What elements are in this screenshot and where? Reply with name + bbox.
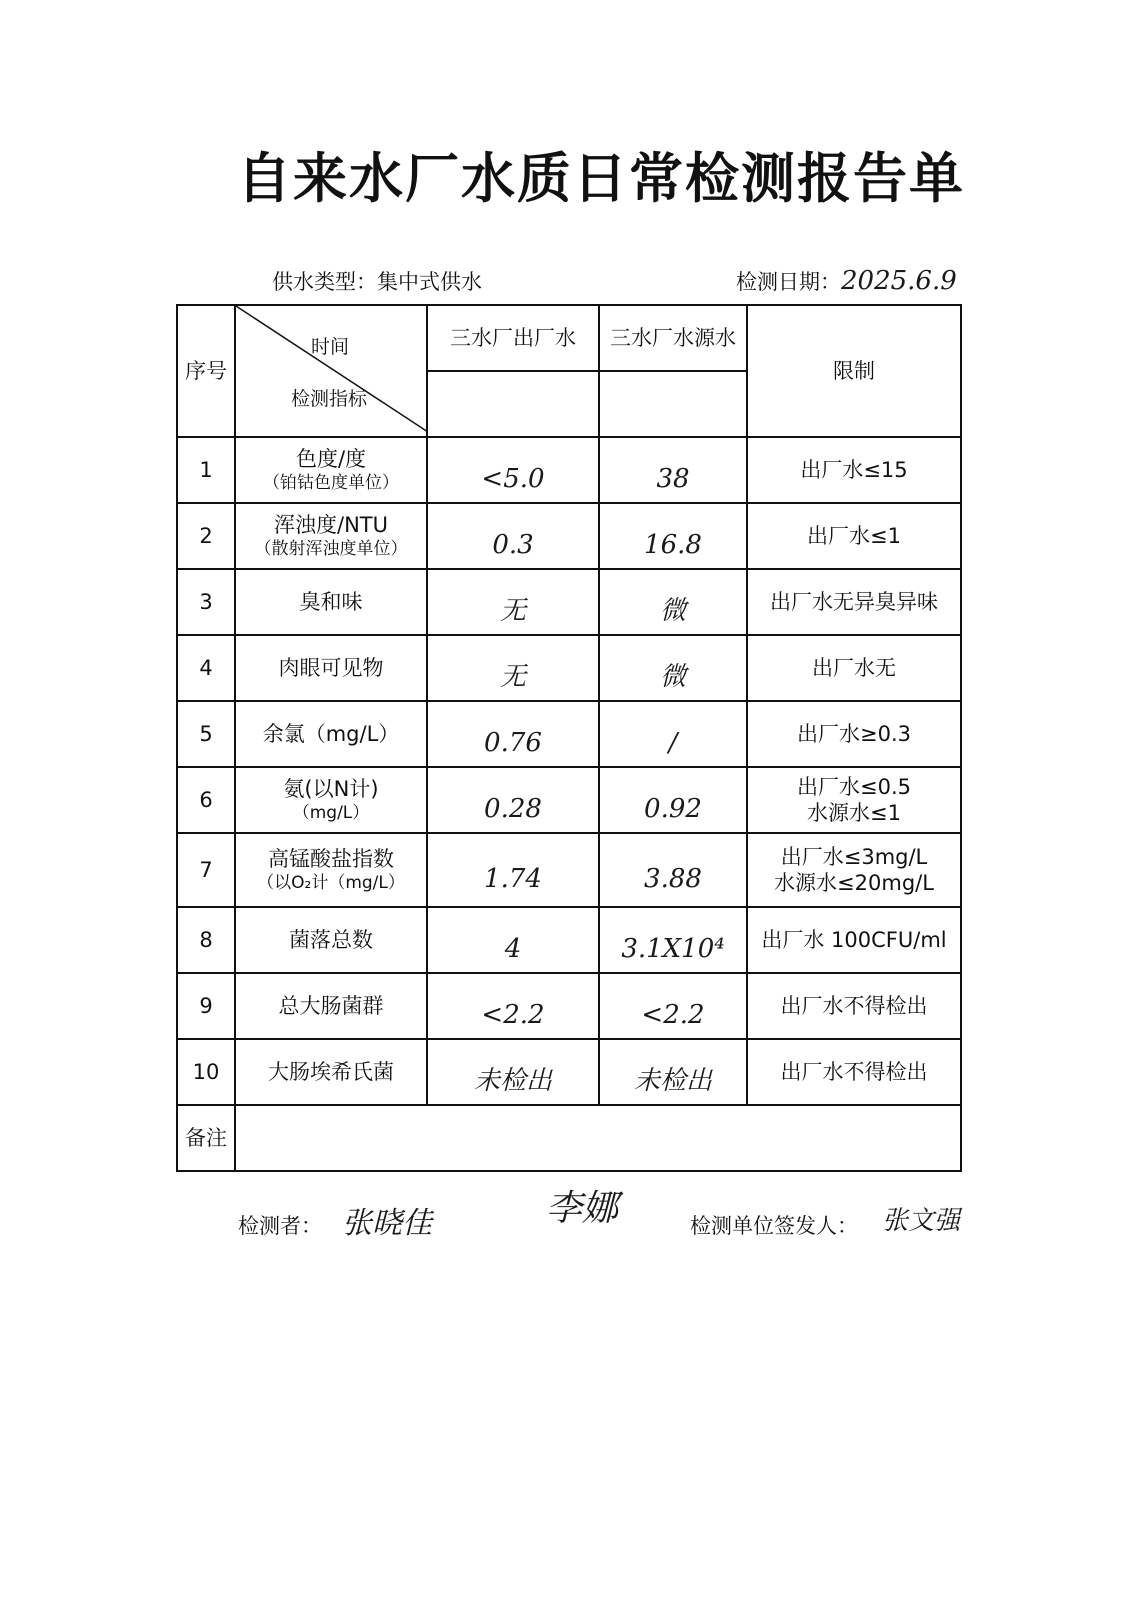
outlet-water-value-cell	[427, 907, 599, 973]
remarks-label: 备注	[177, 1105, 235, 1171]
indicator-cell	[235, 833, 427, 907]
source-water-value-cell	[599, 973, 747, 1039]
test-date-label: 检测日期：	[736, 270, 841, 294]
limit-line-1: 出厂水≥0.3	[797, 721, 911, 746]
indicator-cell	[235, 437, 427, 503]
outlet-water-value-cell	[427, 569, 599, 635]
indicator-cell	[235, 635, 427, 701]
limit-cell	[747, 1039, 961, 1105]
seq-cell: 10	[177, 1039, 235, 1105]
table-row	[177, 503, 961, 569]
outlet-water-value-cell	[427, 1039, 599, 1105]
tester-signature-1: 张晓佳	[342, 1206, 432, 1241]
indicator-name: 肉眼可见物	[278, 655, 384, 680]
limit-cell	[747, 973, 961, 1039]
source-water-value-cell	[599, 701, 747, 767]
outlet-water-value: 无	[499, 595, 526, 626]
indicator-unit: （mg/L）	[292, 802, 370, 823]
indicator-name: 色度/度	[295, 447, 367, 472]
col2-subheader	[599, 371, 747, 437]
source-water-value: 微	[659, 595, 686, 626]
outlet-water-value-cell	[427, 635, 599, 701]
limit-cell	[747, 907, 961, 973]
outlet-water-value: 4	[504, 933, 522, 964]
indicator-name: 菌落总数	[289, 927, 373, 952]
limit-cell	[747, 701, 961, 767]
issuer-label: 检测单位签发人：	[690, 1214, 858, 1238]
supply-type-value: 集中式供水	[377, 270, 482, 294]
source-water-value: 3.88	[644, 863, 702, 894]
seq-cell: 2	[177, 503, 235, 569]
seq-cell: 7	[177, 833, 235, 907]
col2-header: 三水厂水源水	[599, 305, 747, 371]
limit-line-1: 出厂水≤15	[800, 457, 908, 482]
table-row	[177, 701, 961, 767]
source-water-value-cell	[599, 437, 747, 503]
limit-cell	[747, 767, 961, 833]
source-water-value: 未检出	[633, 1065, 712, 1096]
seq-cell: 5	[177, 701, 235, 767]
issuer-signature: 张文强	[882, 1206, 961, 1236]
table-row	[177, 833, 961, 907]
source-water-value: 16.8	[644, 529, 702, 560]
outlet-water-value: 未检出	[473, 1065, 552, 1096]
source-water-value-cell	[599, 767, 747, 833]
seq-cell: 3	[177, 569, 235, 635]
indicator-unit: （以O₂计（mg/L）	[257, 872, 405, 893]
table-row	[177, 1039, 961, 1105]
source-water-value-cell	[599, 907, 747, 973]
seq-cell: 1	[177, 437, 235, 503]
outlet-water-value: 0.3	[492, 529, 534, 560]
source-water-value: 微	[659, 661, 686, 692]
indicator-cell	[235, 907, 427, 973]
outlet-water-value: <5.0	[481, 463, 545, 494]
limit-line-1: 出厂水≤1	[807, 523, 901, 548]
indicator-name: 总大肠菌群	[278, 993, 384, 1018]
limit-cell	[747, 437, 961, 503]
limit-line-2: 水源水≤20mg/L	[774, 871, 934, 895]
tester-signature-2: 李娜	[546, 1188, 619, 1229]
indicator-name: 高锰酸盐指数	[268, 847, 394, 872]
limit-line-1: 出厂水不得检出	[780, 993, 928, 1018]
seq-header: 序号	[177, 305, 235, 437]
table-row	[177, 973, 961, 1039]
outlet-water-value: 1.74	[484, 863, 542, 894]
indicator-cell	[235, 701, 427, 767]
indicator-name: 氨(以N计)	[283, 777, 379, 802]
table-row	[177, 635, 961, 701]
limit-cell	[747, 503, 961, 569]
outlet-water-value-cell	[427, 973, 599, 1039]
limit-cell	[747, 635, 961, 701]
seq-cell: 9	[177, 973, 235, 1039]
supply-type-label: 供水类型：	[272, 270, 377, 294]
indicator-cell	[235, 973, 427, 1039]
outlet-water-value-cell	[427, 833, 599, 907]
tester-label: 检测者：	[238, 1214, 322, 1238]
limit-line-2: 水源水≤1	[807, 801, 901, 825]
indicator-name: 浑浊度/NTU	[274, 513, 388, 538]
outlet-water-value: 0.28	[484, 793, 542, 824]
outlet-water-value-cell	[427, 503, 599, 569]
limit-line-1: 出厂水无异臭异味	[770, 589, 938, 614]
indicator-cell	[235, 1039, 427, 1105]
indicator-cell	[235, 503, 427, 569]
diagonal-line	[236, 306, 428, 437]
outlet-water-value-cell	[427, 437, 599, 503]
source-water-value-cell	[599, 503, 747, 569]
table-row	[177, 569, 961, 635]
source-water-value: 0.92	[644, 793, 702, 824]
source-water-value: /	[668, 727, 678, 758]
seq-cell: 4	[177, 635, 235, 701]
header-diagonal-cell	[235, 305, 427, 437]
indicator-name: 臭和味	[299, 589, 363, 614]
source-water-value: 3.1X10⁴	[621, 933, 725, 964]
indicator-unit: （散射浑浊度单位）	[254, 538, 408, 559]
col1-subheader	[427, 371, 599, 437]
outlet-water-value-cell	[427, 767, 599, 833]
seq-cell: 8	[177, 907, 235, 973]
source-water-value-cell	[599, 635, 747, 701]
supply-type	[272, 266, 482, 296]
source-water-value-cell	[599, 569, 747, 635]
outlet-water-value: 0.76	[484, 727, 542, 758]
table-row	[177, 907, 961, 973]
source-water-value: <2.2	[641, 999, 705, 1030]
limit-line-1: 出厂水 100CFU/ml	[761, 927, 947, 952]
table-row	[177, 767, 961, 833]
report-table	[176, 304, 962, 1172]
table-row	[177, 437, 961, 503]
outlet-water-value: 无	[499, 661, 526, 692]
report-title: 自来水厂水质日常检测报告单	[237, 147, 965, 210]
outlet-water-value-cell	[427, 701, 599, 767]
limit-line-1: 出厂水无	[812, 655, 896, 680]
indicator-name: 大肠埃希氏菌	[268, 1059, 394, 1084]
indicator-cell	[235, 569, 427, 635]
limit-line-1: 出厂水≤3mg/L	[780, 844, 928, 869]
limit-cell	[747, 833, 961, 907]
col1-header: 三水厂出厂水	[427, 305, 599, 371]
test-date-value: 2025.6.9	[841, 266, 957, 296]
source-water-value: 38	[656, 463, 690, 494]
limit-line-1: 出厂水≤0.5	[797, 774, 911, 799]
time-header: 时间	[311, 336, 350, 358]
source-water-value-cell	[599, 1039, 747, 1105]
indicator-cell	[235, 767, 427, 833]
outlet-water-value: <2.2	[481, 999, 545, 1030]
limit-header: 限制	[747, 305, 961, 437]
indicator-name: 余氯（mg/L）	[262, 721, 400, 746]
limit-cell	[747, 569, 961, 635]
seq-cell: 6	[177, 767, 235, 833]
remarks-value	[235, 1105, 961, 1171]
test-date	[736, 266, 957, 296]
indicator-header: 检测指标	[291, 388, 368, 410]
source-water-value-cell	[599, 833, 747, 907]
limit-line-1: 出厂水不得检出	[780, 1059, 928, 1084]
indicator-unit: （铂钴色度单位）	[263, 472, 399, 493]
